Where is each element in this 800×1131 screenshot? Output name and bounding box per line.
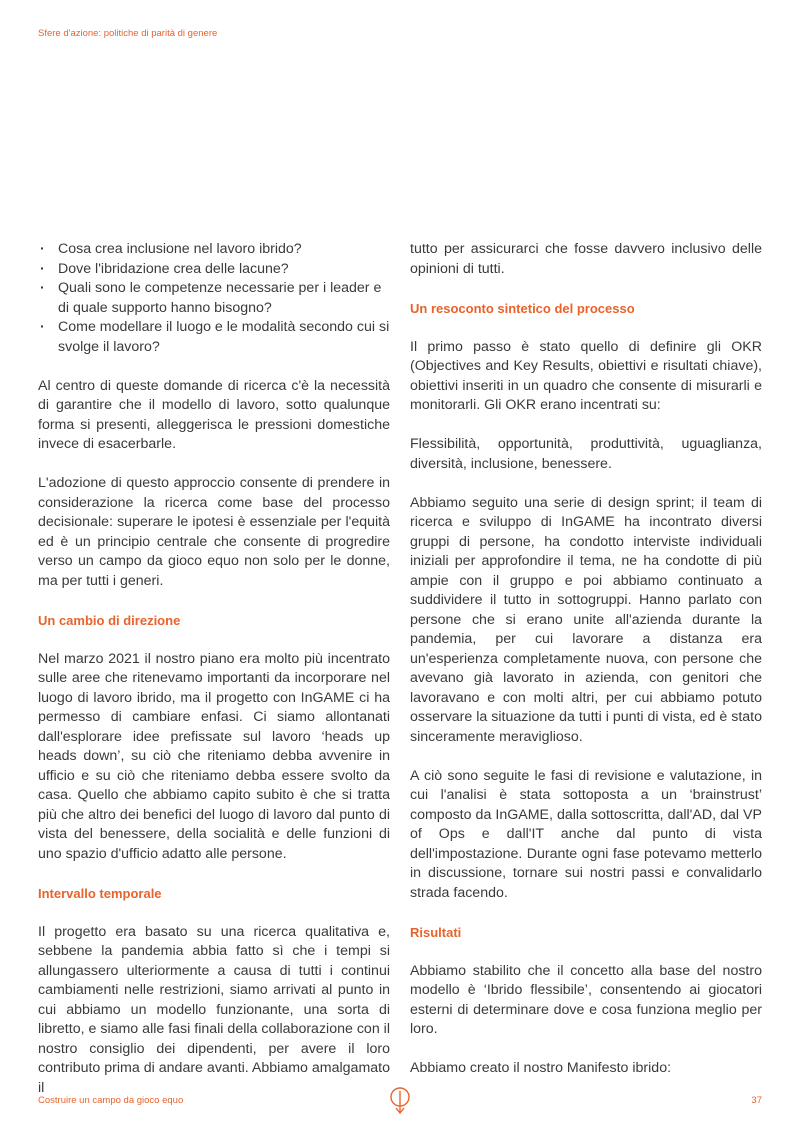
paragraph: Abbiamo seguito una serie di design sprint; il team di ricerca e sviluppo di InGAME ha incontrato diversi gruppi di persone, ha condotto interviste individuali iniziali per approfondire il tema, ne ha condotte di più ampie con il gruppo e poi abbiamo continuato a suddividere il tutto in sottogruppi. Hanno parlato con persone che si erano unite all'azienda durante la pandemia, per cui lavorare a distanza era un'esperienza completamente nuova, con persone che avevano già lavorato in azienda, con genitori che lavoravano e con molti altri, per cui abbiamo potuto osservare la situazione da tutti i punti di vista, ed è stato sinceramente meraviglioso. — [410, 494, 762, 745]
list-item: · Come modellare il luogo e le modalità secondo cui si svolge il lavoro? — [38, 318, 390, 357]
list-item: · Dove l'ibridazione crea delle lacune? — [38, 260, 390, 280]
list-item: · Quali sono le competenze necessarie per i leader e di quale supporto hanno bisogno? — [38, 279, 390, 318]
paragraph: A ciò sono seguite le fasi di revisione e valutazione, in cui l'analisi è stata sottoposta a un ‘brainstrust’ composto da InGAME, dalla sottoscritta, dall'AD, dal VP of Ops e dall'IT anche dal punto di vista dell'impostazione. Durante ogni fase potevamo metterlo in discussione, tornare sui nostri passi e convalidarlo strada facendo. — [410, 767, 762, 901]
paragraph: Abbiamo creato il nostro Manifesto ibrido: — [410, 1060, 672, 1076]
paragraph: Al centro di queste domande di ricerca c'è la necessità di garantire che il modello di lavoro, sotto qualunque forma si presenti, alleggerisca le pressioni domestiche invece di esacerbarle. — [38, 377, 390, 452]
list-item: · Cosa crea inclusione nel lavoro ibrido? — [38, 240, 390, 260]
paragraph: L'adozione di questo approccio consente di prendere in considerazione la ricerca come base del processo decisionale: superare le ipotesi è essenziale per l'equità ed è un principio centrale che consente di progredire verso un campo da gioco equo non solo per le donne, ma per tutti i generi. — [38, 475, 390, 589]
paragraph: Il progetto era basato su una ricerca qualitativa e, sebbene la pandemia abbia fatto sì che i tempi si allungassero ulteriormente a causa di tutti i continui cambiamenti nelle restrizioni, siamo arrivati al punto in cui abbiamo un modello funzionante, una sorta di libretto, e siamo alle fasi finali della collaborazione con il nostro consiglio dei dipendenti, per avere il loro contributo prima di andare avanti. Abbiamo amalgamato il — [38, 923, 390, 1096]
research-questions-list — [38, 240, 390, 357]
running-header: Sfere d'azione: politiche di parità di genere — [38, 28, 218, 39]
right-column — [410, 240, 762, 1098]
paragraph: Il primo passo è stato quello di definire gli OKR (Objectives and Key Results, obiettivi e risultati chiave), obiettivi inseriti in un quadro che consente di misurarli e monitorarli. Gli OKR erano incentrati su: — [410, 338, 762, 413]
paragraph: Nel marzo 2021 il nostro piano era molto più incentrato sulle aree che ritenevamo importanti da incorporare nel luogo di lavoro ibrido, ma il progetto con InGAME ci ha permesso di cambiare enfasi. Ci siamo allontanati dall'esplorare idee prefissate sul lavoro ‘heads up heads down’, su ciò che riteniamo debba avvenire in ufficio e su ciò che riteniamo debba essere svolto da casa. Quello che abbiamo capito subito è che si tratta più che altro dei benefici del luogo di lavoro dal punto di vista del benessere, della socialità e delle funzioni di uno spazio d'ufficio adatto alle persone. — [38, 650, 390, 862]
left-column — [38, 240, 390, 1118]
page-number: 37 — [751, 1095, 762, 1106]
footer-book-title: Costruire un campo da gioco equo — [38, 1095, 184, 1106]
section-heading: Risultati — [410, 924, 462, 940]
section-heading: Un cambio di direzione — [38, 612, 181, 628]
paragraph: Flessibilità, opportunità, produttività, uguaglianza, diversità, inclusione, benessere. — [410, 436, 762, 472]
paragraph: Abbiamo stabilito che il concetto alla base del nostro modello è ‘Ibrido flessibile’, consentendo ai giocatori esterni di determinare dove e cosa funziona meglio per loro. — [410, 962, 762, 1037]
paragraph: tutto per assicurarci che fosse davvero inclusivo delle opinioni di tutti. — [410, 241, 762, 277]
section-heading: Un resoconto sintetico del processo — [410, 300, 635, 316]
pin-arrow-icon — [388, 1086, 412, 1116]
section-heading: Intervallo temporale — [38, 885, 162, 901]
